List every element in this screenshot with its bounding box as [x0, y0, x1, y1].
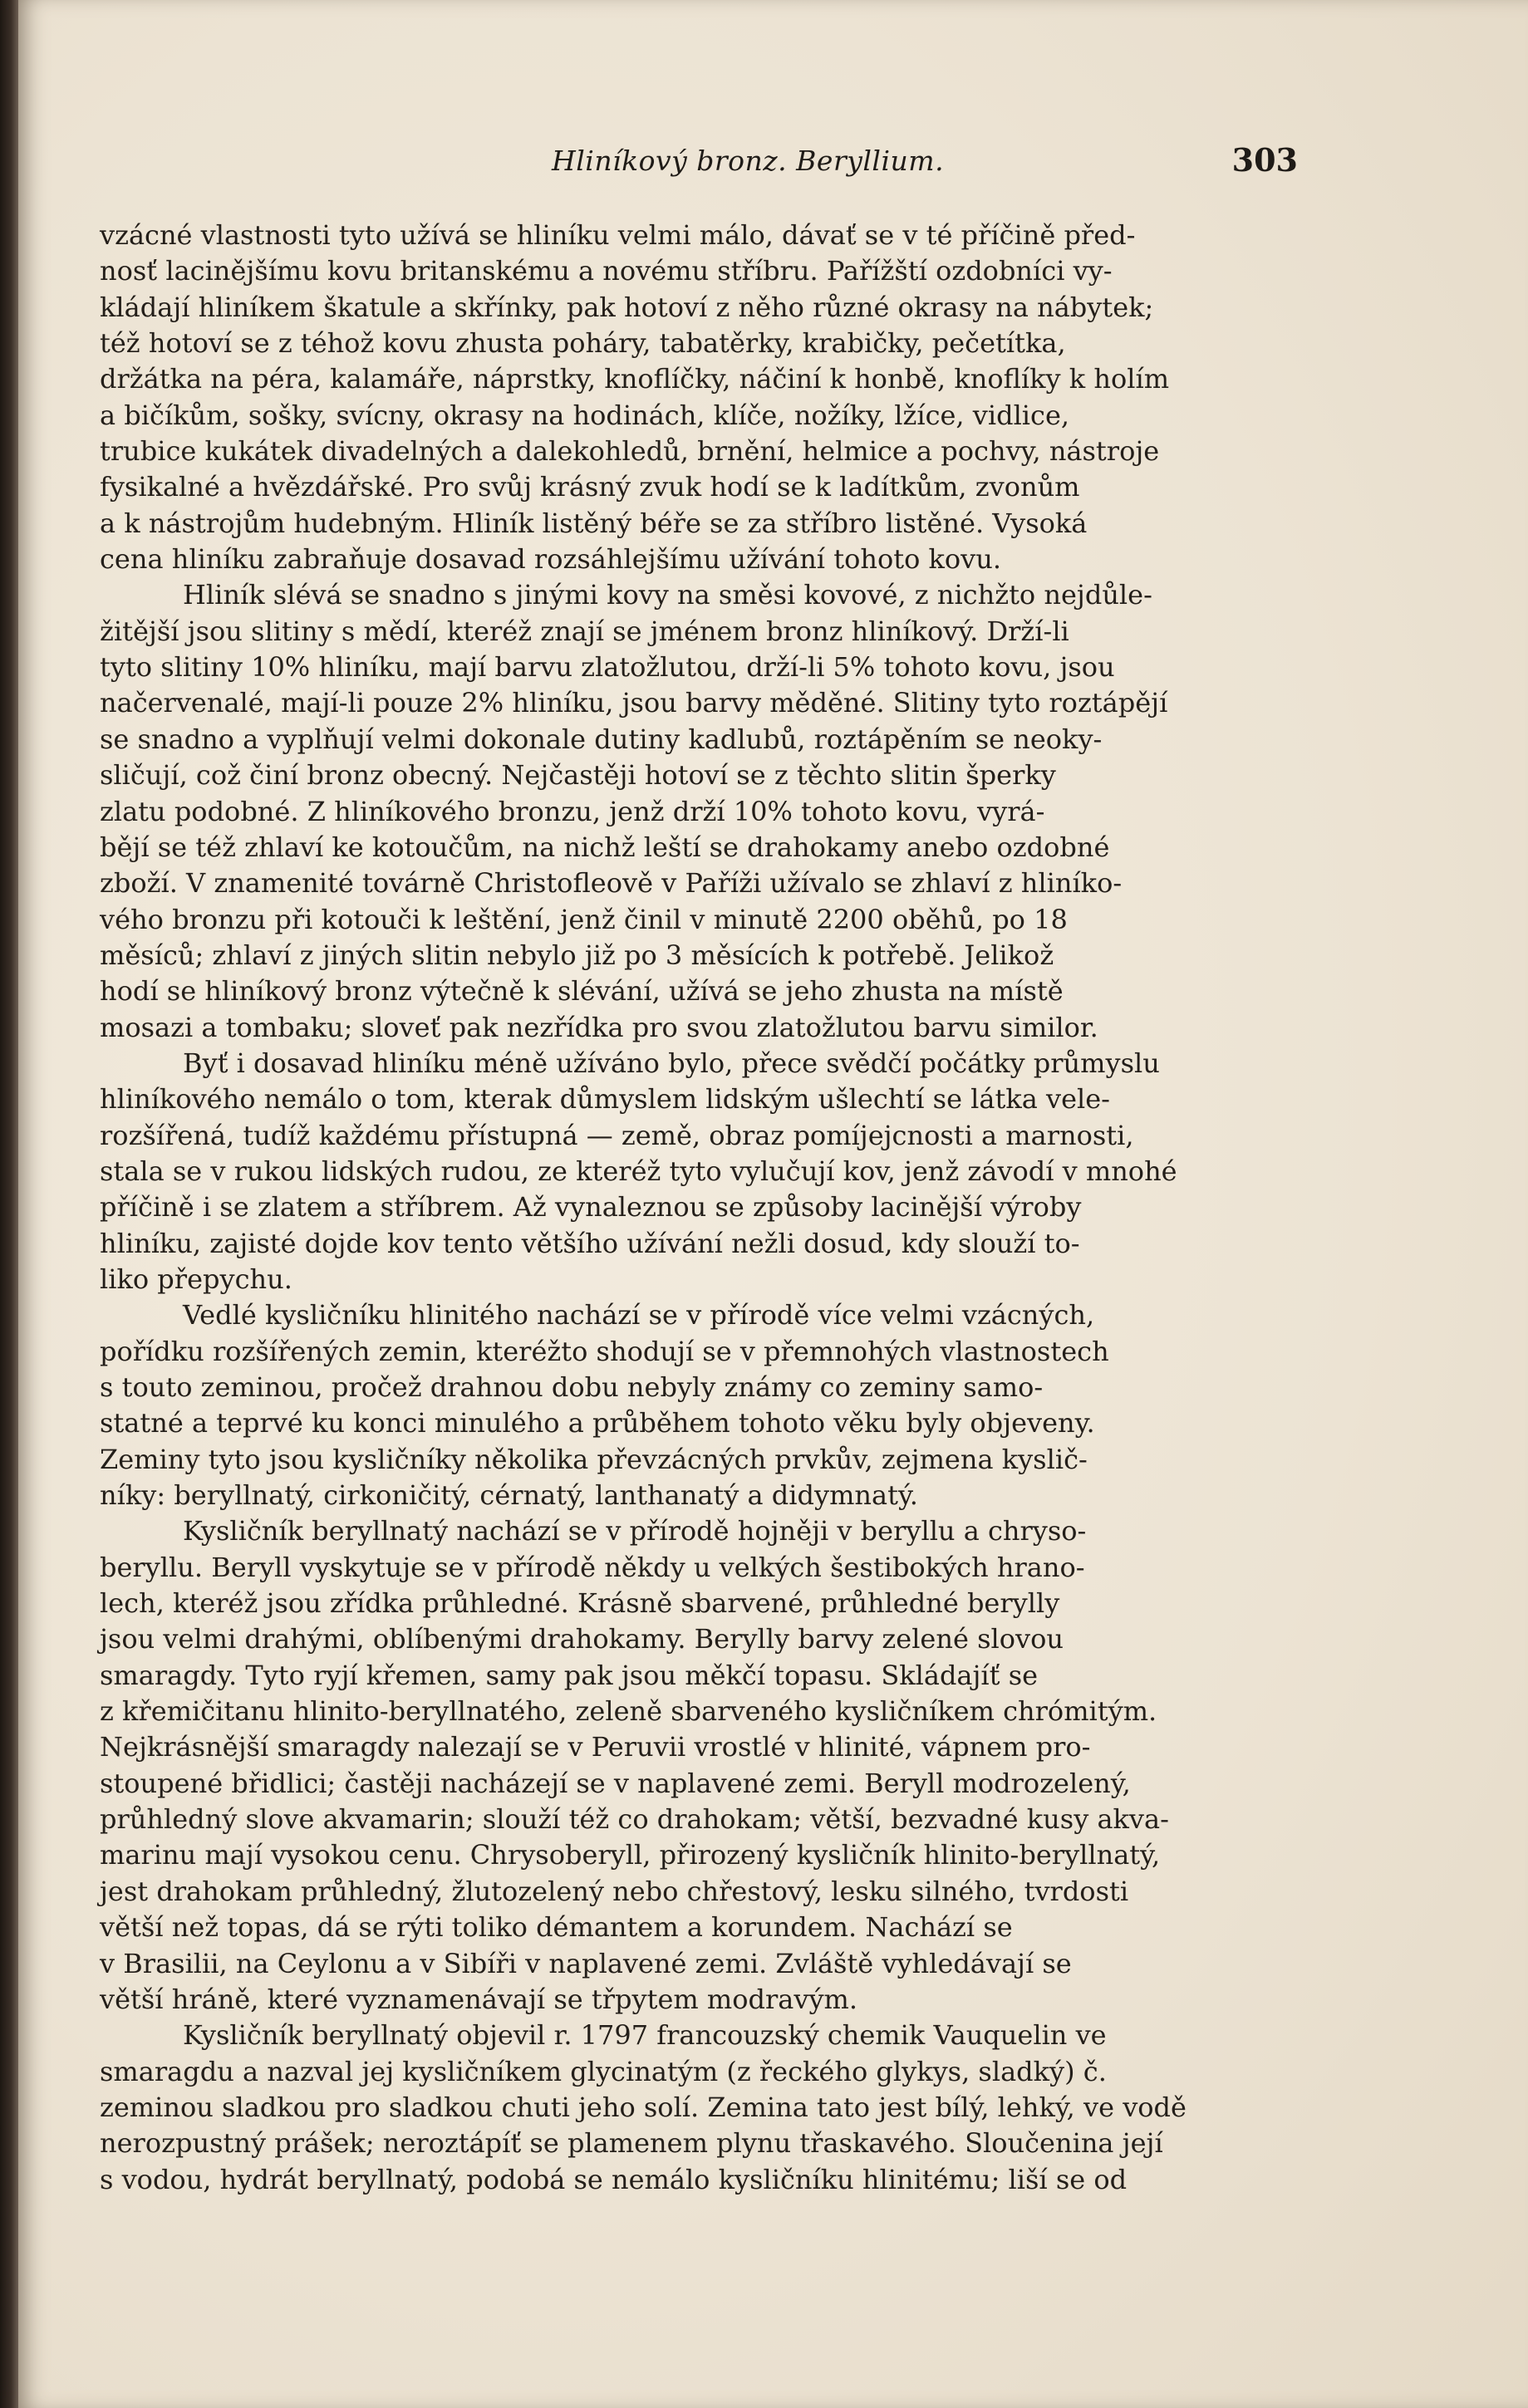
text-line: načervenalé, mají-li pouze 2% hliníku, jsou barvy měděné. Slitiny tyto roztápějí — [100, 687, 1168, 719]
text-line: níky: beryllnatý, cirkoničitý, cérnatý, lanthanatý a didymnatý. — [100, 1479, 918, 1512]
body-text — [100, 218, 1300, 2198]
text-line: cena hliníku zabraňuje dosavad rozsáhlejšímu užívání tohoto kovu. — [100, 543, 1002, 576]
text-line: vzácné vlastnosti tyto užívá se hliníku velmi málo, dávať se v té příčině před- — [100, 219, 1136, 251]
text-line: též hotoví se z téhož kovu zhusta poháry, tabatěrky, krabičky, pečetítka, — [100, 327, 1066, 360]
text-line: držátka na péra, kalamáře, náprstky, knoflíčky, náčiní k honbě, knoflíky k holím — [100, 363, 1170, 395]
text-line: Hliník slévá se snadno s jinými kovy na směsi kovové, z nichžto nejdůle- — [183, 579, 1152, 611]
text-line: stoupené břidlici; častěji nacházejí se v naplavené zemi. Beryll modrozelený, — [100, 1767, 1131, 1799]
text-line: Nejkrásnější smaragdy nalezají se v Peruvii vrostlé v hlinité, vápnem pro- — [100, 1731, 1091, 1763]
text-line: příčině i se zlatem a stříbrem. Až vynaleznou se způsoby lacinější výroby — [100, 1191, 1082, 1224]
text-line: sličují, což činí bronz obecný. Nejčastěji hotoví se z těchto slitin šperky — [100, 759, 1056, 792]
text-line: větší než topas, dá se rýti toliko démantem a korundem. Nachází se — [100, 1911, 1013, 1944]
text-line: Kysličník beryllnatý nachází se v přírodě hojněji v beryllu a chryso- — [183, 1515, 1087, 1547]
text-line: Kysličník beryllnatý objevil r. 1797 francouzský chemik Vauquelin ve — [183, 2019, 1107, 2052]
text-line: měsíců; zhlaví z jiných slitin nebylo již po 3 měsících k potřebě. Jelikož — [100, 939, 1054, 971]
text-line: smaragdy. Tyto ryjí křemen, samy pak jsou měkčí topasu. Skládajíť se — [100, 1659, 1039, 1691]
page-header — [474, 140, 1298, 189]
text-line: hliníku, zajisté dojde kov tento většího užívání nežli dosud, kdy slouží to- — [100, 1227, 1080, 1259]
text-line: a k nástrojům hudebným. Hliník listěný béře se za stříbro listěné. Vysoká — [100, 507, 1088, 539]
text-line: trubice kukátek divadelných a dalekohledů, brnění, helmice a pochvy, nástroje — [100, 435, 1160, 468]
text-line: Byť i dosavad hliníku méně užíváno bylo, přece svědčí počátky průmyslu — [183, 1047, 1160, 1079]
text-line: jest drahokam průhledný, žlutozelený nebo chřestový, lesku silného, tvrdosti — [100, 1875, 1129, 1907]
running-title: Hliníkový bronz. Beryllium. — [551, 145, 945, 177]
text-line: nerozpustný prášek; neroztápíť se plamenem plynu třaskavého. Sloučenina její — [100, 2127, 1163, 2160]
text-line: pořídku rozšířených zemin, kteréžto shodují se v přemnohých vlastnostech — [100, 1335, 1109, 1367]
text-line: liko přepychu. — [100, 1263, 292, 1295]
text-line: zlatu podobné. Z hliníkového bronzu, jenž drží 10% tohoto kovu, vyrá- — [100, 795, 1045, 827]
text-line: v Brasilii, na Ceylonu a v Sibíři v naplavené zemi. Zvláště vyhledávají se — [100, 1947, 1072, 1979]
text-line: mosazi a tombaku; sloveť pak nezřídka pro svou zlatožlutou barvu similor. — [100, 1011, 1098, 1043]
text-line: větší hráně, které vyznamenávají se třpytem modravým. — [100, 1983, 858, 2015]
text-line: nosť lacinějšímu kovu britanskému a novému stříbru. Pařížští ozdobníci vy- — [100, 255, 1113, 287]
text-line: zboží. V znamenité továrně Christofleově v Paříži užívalo se zhlaví z hliníko- — [100, 867, 1123, 900]
text-line: marinu mají vysokou cenu. Chrysoberyll, přirozený kysličník hlinito-beryllnatý, — [100, 1839, 1161, 1871]
text-line: lech, kteréž jsou zřídka průhledné. Krásně sbarvené, průhledné berylly — [100, 1587, 1060, 1620]
text-line: jsou velmi drahými, oblíbenými drahokamy. Berylly barvy zelené slovou — [100, 1623, 1064, 1655]
page-number: 303 — [1231, 141, 1298, 179]
text-line: vého bronzu při kotouči k leštění, jenž činil v minutě 2200 oběhů, po 18 — [100, 903, 1068, 935]
text-line: hliníkového nemálo o tom, kterak důmyslem lidským ušlechtí se látka vele- — [100, 1083, 1110, 1116]
text-line: z křemičitanu hlinito-beryllnatého, zeleně sbarveného kysličníkem chrómitým. — [100, 1695, 1157, 1728]
text-line: hodí se hliníkový bronz výtečně k slévání, užívá se jeho zhusta na místě — [100, 975, 1064, 1008]
text-line: a bičíkům, sošky, svícny, okrasy na hodinách, klíče, nožíky, lžíce, vidlice, — [100, 399, 1070, 431]
text-line: rozšířená, tudíž každému přístupná — země, obraz pomíjejcnosti a marnosti, — [100, 1119, 1134, 1151]
text-line: statné a teprvé ku konci minulého a průběhem tohoto věku byly objeveny. — [100, 1407, 1095, 1439]
text-line: se snadno a vyplňují velmi dokonale dutiny kadlubů, roztápěním se neoky- — [100, 723, 1103, 755]
text-line: Vedlé kysličníku hlinitého nachází se v přírodě více velmi vzácných, — [183, 1299, 1095, 1332]
text-line: kládají hliníkem škatule a skřínky, pak hotoví z něho různé okrasy na nábytek; — [100, 291, 1154, 323]
text-line: zeminou sladkou pro sladkou chuti jeho solí. Zemina tato jest bílý, lehký, ve vodě — [100, 2091, 1187, 2123]
text-line: beryllu. Beryll vyskytuje se v přírodě někdy u velkých šestibokých hrano- — [100, 1551, 1085, 1583]
text-line: s vodou, hydrát beryllnatý, podobá se nemálo kysličníku hlinitému; liší se od — [100, 2163, 1128, 2195]
text-line: tyto slitiny 10% hliníku, mají barvu zlatožlutou, drží-li 5% tohoto kovu, jsou — [100, 651, 1115, 684]
book-spine-shadow — [0, 0, 18, 2408]
text-line: průhledný slove akvamarin; slouží též co drahokam; větší, bezvadné kusy akva- — [100, 1803, 1169, 1836]
text-line: žitější jsou slitiny s mědí, kteréž znají se jménem bronz hliníkový. Drží-li — [100, 615, 1069, 647]
text-line: smaragdu a nazval jej kysličníkem glycinatým (z řeckého glykys, sladký) č. — [100, 2055, 1107, 2087]
text-line: fysikalné a hvězdářské. Pro svůj krásný zvuk hodí se k ladítkům, zvonům — [100, 471, 1080, 503]
text-line: stala se v rukou lidských rudou, ze kteréž tyto vylučují kov, jenž závodí v mnohé — [100, 1155, 1177, 1187]
text-line: s touto zeminou, pročež drahnou dobu nebyly známy co zeminy samo- — [100, 1371, 1044, 1403]
text-line: bějí se též zhlaví ke kotoučům, na nichž leští se drahokamy anebo ozdobné — [100, 831, 1110, 863]
text-line: Zeminy tyto jsou kysličníky několika převzácných prvkův, zejmena kyslič- — [100, 1443, 1088, 1475]
book-page — [18, 0, 1528, 2408]
